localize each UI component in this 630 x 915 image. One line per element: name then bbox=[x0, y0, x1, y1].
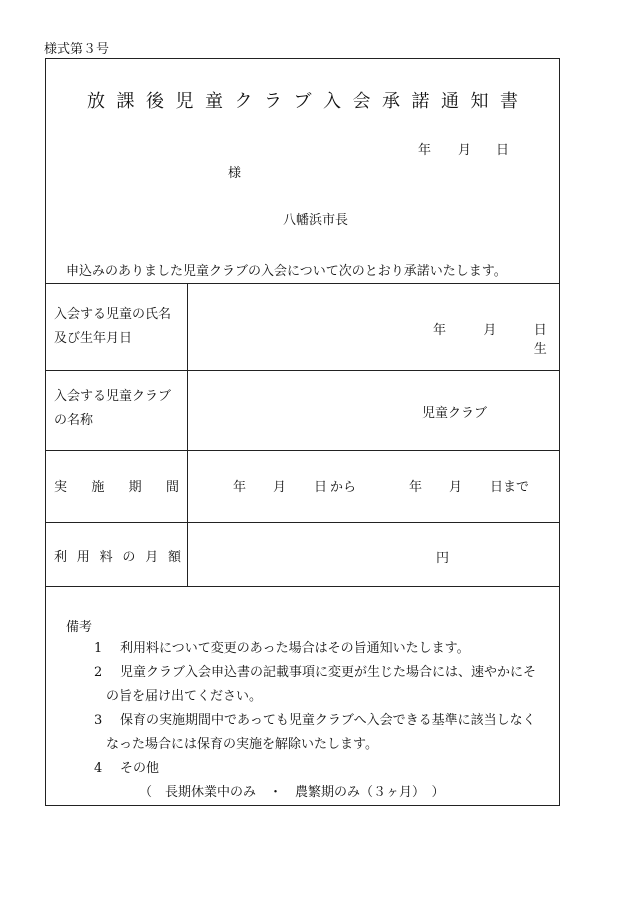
remarks-heading: 備考 bbox=[66, 620, 93, 635]
period-from: から bbox=[330, 480, 357, 495]
label-child-line1: 入会する児童の氏名 bbox=[54, 307, 172, 322]
row-club bbox=[46, 370, 559, 450]
row-period bbox=[46, 450, 559, 522]
addressee: 様 bbox=[228, 166, 242, 181]
document-title: 放課後児童クラブ入会承諾通知書 bbox=[87, 91, 530, 112]
row-fee bbox=[46, 522, 559, 586]
label-child bbox=[46, 284, 188, 370]
label-fee bbox=[46, 523, 188, 586]
note-3: 3 保育の実施期間中であっても児童クラブへ入会できる基準に該当しなく bbox=[94, 713, 536, 728]
notice-form bbox=[45, 58, 560, 806]
note-3-continued: なった場合には保育の実施を解除いたします。 bbox=[106, 737, 378, 752]
fee-unit: 円 bbox=[436, 551, 450, 566]
issue-year: 年 bbox=[418, 143, 432, 158]
period-from-year: 年 bbox=[233, 480, 247, 495]
period-from-day: 日 bbox=[314, 480, 328, 495]
period-to-year: 年 bbox=[409, 480, 423, 495]
intro-text: 申込みのありました児童クラブの入会について次のとおり承諾いたします。 bbox=[66, 264, 507, 279]
birth-year: 年 bbox=[433, 323, 447, 338]
note-2: 2 児童クラブ入会申込書の記載事項に変更が生じた場合には、速やかにそ bbox=[94, 665, 537, 680]
note-1: 1 利用料について変更のあった場合はその旨通知いたします。 bbox=[94, 641, 470, 656]
issue-date bbox=[418, 139, 509, 158]
note-4: 4 その他 bbox=[94, 761, 160, 776]
period-from-month: 月 bbox=[273, 480, 287, 495]
issue-month: 月 bbox=[458, 143, 472, 158]
birth-date bbox=[433, 319, 559, 357]
row-remarks bbox=[46, 586, 559, 806]
label-club bbox=[46, 371, 188, 450]
issuer: 八幡浜市長 bbox=[283, 213, 349, 228]
form-number: 様式第３号 bbox=[44, 42, 110, 57]
note-2-continued: の旨を届け出てください。 bbox=[106, 689, 263, 704]
label-period-text: 実 施 期 間 bbox=[54, 480, 179, 495]
row-child bbox=[46, 283, 559, 370]
label-period bbox=[46, 451, 188, 522]
other-options: （ 長期休業中のみ ・ 農繁期のみ（３ヶ月） ） bbox=[139, 785, 445, 800]
label-fee-text: 利 用 料 の 月 額 bbox=[54, 550, 181, 565]
birth-month: 月 bbox=[483, 323, 497, 338]
label-club-line1: 入会する児童クラブ bbox=[54, 389, 172, 404]
label-club-line2: の名称 bbox=[54, 413, 94, 428]
issue-day: 日 bbox=[496, 143, 510, 158]
club-name-suffix: 児童クラブ bbox=[422, 406, 488, 421]
period-value bbox=[233, 476, 529, 495]
period-to-month: 月 bbox=[449, 480, 463, 495]
period-to-day: 日まで bbox=[490, 480, 530, 495]
birth-day: 日生 bbox=[533, 323, 547, 357]
label-child-line2: 及び生年月日 bbox=[54, 331, 133, 346]
